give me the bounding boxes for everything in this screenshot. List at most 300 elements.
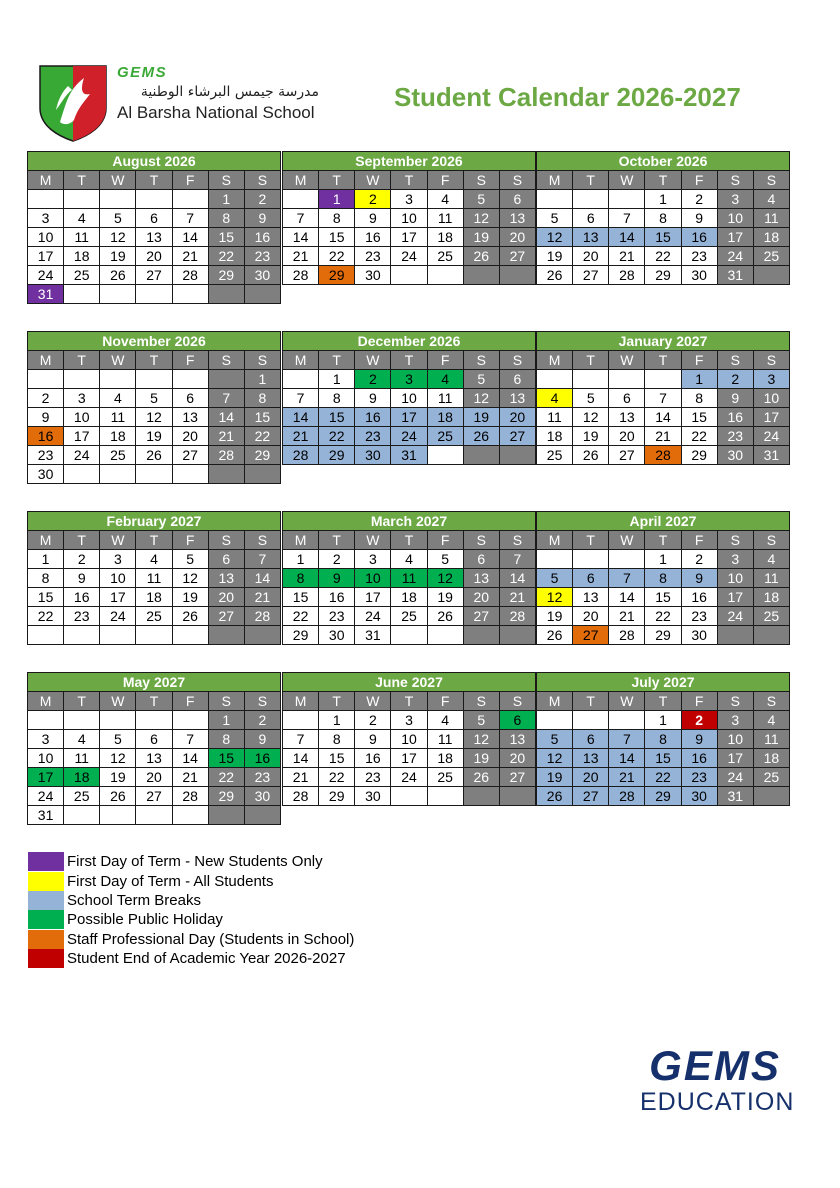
empty-cell (499, 787, 535, 806)
day-cell: 18 (64, 768, 100, 787)
day-cell: 9 (355, 730, 391, 749)
legend-label: First Day of Term - All Students (67, 872, 274, 890)
day-cell: 9 (355, 389, 391, 408)
weekday-header: T (391, 531, 427, 550)
day-cell: 21 (172, 768, 208, 787)
legend-item (28, 949, 354, 968)
day-cell: 22 (244, 427, 280, 446)
day-cell: 1 (319, 711, 355, 730)
weekday-header: S (208, 531, 244, 550)
day-cell: 29 (319, 446, 355, 465)
week-row (283, 588, 536, 607)
day-cell: 29 (319, 266, 355, 285)
empty-cell (172, 190, 208, 209)
day-cell: 16 (355, 228, 391, 247)
day-cell: 24 (355, 607, 391, 626)
month-row (27, 511, 790, 691)
day-cell: 7 (244, 550, 280, 569)
day-cell: 10 (355, 569, 391, 588)
empty-cell (283, 190, 319, 209)
day-cell: 19 (100, 768, 136, 787)
day-cell: 6 (136, 209, 172, 228)
day-cell: 24 (64, 446, 100, 465)
week-row (537, 266, 790, 285)
day-cell: 6 (172, 389, 208, 408)
day-cell: 7 (609, 730, 645, 749)
day-cell: 15 (319, 228, 355, 247)
empty-cell (244, 626, 280, 645)
empty-cell (28, 190, 64, 209)
week-row (283, 711, 536, 730)
day-cell: 23 (28, 446, 64, 465)
weekday-header: S (753, 351, 789, 370)
day-cell: 4 (136, 550, 172, 569)
week-row (283, 749, 536, 768)
gems-education-logo (640, 1042, 795, 1117)
day-cell: 20 (463, 588, 499, 607)
month-table (27, 672, 281, 825)
week-row (537, 626, 790, 645)
day-cell: 5 (463, 370, 499, 389)
day-cell: 1 (645, 190, 681, 209)
day-cell: 15 (681, 408, 717, 427)
day-cell: 10 (717, 569, 753, 588)
day-cell: 13 (609, 408, 645, 427)
week-row (28, 550, 281, 569)
week-row (283, 247, 536, 266)
week-row (28, 370, 281, 389)
empty-cell (573, 550, 609, 569)
empty-cell (244, 465, 280, 484)
empty-cell (136, 285, 172, 304)
day-cell: 24 (717, 768, 753, 787)
empty-cell (100, 285, 136, 304)
week-row (537, 711, 790, 730)
day-cell: 31 (753, 446, 789, 465)
day-cell: 16 (681, 588, 717, 607)
day-cell: 16 (355, 749, 391, 768)
weekday-header: T (64, 692, 100, 711)
day-cell: 13 (499, 209, 535, 228)
school-name-arabic: مدرسة جيمس البرشاء الوطنية (140, 84, 319, 100)
weekday-header: S (208, 692, 244, 711)
legend-swatch (28, 872, 64, 891)
day-cell: 15 (283, 588, 319, 607)
day-cell: 3 (391, 370, 427, 389)
day-cell: 15 (645, 749, 681, 768)
day-cell: 26 (537, 266, 573, 285)
week-row (28, 266, 281, 285)
empty-cell (645, 370, 681, 389)
week-row (537, 607, 790, 626)
day-cell: 21 (609, 247, 645, 266)
day-cell: 17 (391, 408, 427, 427)
day-cell: 4 (64, 730, 100, 749)
day-cell: 28 (208, 446, 244, 465)
day-cell: 23 (681, 247, 717, 266)
week-row (537, 190, 790, 209)
day-cell: 5 (136, 389, 172, 408)
weekday-header: S (244, 171, 280, 190)
empty-cell (136, 370, 172, 389)
day-cell: 19 (136, 427, 172, 446)
weekday-header: T (136, 692, 172, 711)
day-cell: 26 (537, 787, 573, 806)
day-cell: 13 (573, 588, 609, 607)
empty-cell (283, 711, 319, 730)
day-cell: 14 (609, 749, 645, 768)
day-cell: 10 (391, 389, 427, 408)
month-title: May 2027 (28, 673, 281, 692)
day-cell: 12 (463, 209, 499, 228)
weekday-header: F (681, 171, 717, 190)
week-row (283, 408, 536, 427)
day-cell: 27 (136, 787, 172, 806)
day-cell: 8 (319, 730, 355, 749)
day-cell: 2 (355, 370, 391, 389)
weekday-header: T (573, 171, 609, 190)
day-cell: 12 (136, 408, 172, 427)
day-cell: 28 (645, 446, 681, 465)
day-cell: 3 (717, 190, 753, 209)
day-cell: 26 (463, 427, 499, 446)
day-cell: 2 (681, 711, 717, 730)
day-cell: 31 (391, 446, 427, 465)
day-cell: 22 (208, 247, 244, 266)
day-cell: 25 (64, 266, 100, 285)
day-cell: 22 (645, 607, 681, 626)
day-cell: 12 (537, 749, 573, 768)
day-cell: 2 (64, 550, 100, 569)
day-cell: 4 (753, 190, 789, 209)
month-block (282, 672, 536, 806)
day-cell: 17 (28, 768, 64, 787)
day-cell: 31 (355, 626, 391, 645)
day-cell: 29 (645, 626, 681, 645)
day-cell: 24 (391, 768, 427, 787)
week-row (28, 768, 281, 787)
day-cell: 14 (609, 588, 645, 607)
weekday-header: S (717, 692, 753, 711)
day-cell: 11 (391, 569, 427, 588)
day-cell: 5 (537, 730, 573, 749)
day-cell: 26 (463, 247, 499, 266)
week-row (537, 569, 790, 588)
day-cell: 5 (537, 569, 573, 588)
day-cell: 14 (208, 408, 244, 427)
day-cell: 24 (28, 266, 64, 285)
weekday-header: M (283, 692, 319, 711)
week-row (537, 730, 790, 749)
day-cell: 7 (208, 389, 244, 408)
week-row (283, 427, 536, 446)
day-cell: 30 (717, 446, 753, 465)
page-header (0, 0, 840, 150)
day-cell: 18 (100, 427, 136, 446)
day-cell: 6 (499, 711, 535, 730)
day-cell: 8 (283, 569, 319, 588)
day-cell: 27 (499, 427, 535, 446)
weekday-header: W (100, 531, 136, 550)
day-cell: 31 (28, 806, 64, 825)
day-cell: 10 (717, 209, 753, 228)
day-cell: 21 (609, 768, 645, 787)
day-cell: 24 (717, 607, 753, 626)
day-cell: 30 (355, 446, 391, 465)
day-cell: 8 (645, 730, 681, 749)
day-cell: 27 (499, 768, 535, 787)
day-cell: 7 (283, 389, 319, 408)
week-row (28, 730, 281, 749)
day-cell: 19 (573, 427, 609, 446)
day-cell: 16 (681, 228, 717, 247)
empty-cell (391, 787, 427, 806)
day-cell: 18 (427, 749, 463, 768)
month-table (282, 151, 536, 285)
day-cell: 7 (172, 209, 208, 228)
legend-item (28, 930, 354, 949)
month-title: July 2027 (537, 673, 790, 692)
day-cell: 21 (283, 427, 319, 446)
day-cell: 5 (100, 209, 136, 228)
day-cell: 15 (28, 588, 64, 607)
day-cell: 12 (172, 569, 208, 588)
weekday-header: F (681, 531, 717, 550)
weekday-header: T (573, 692, 609, 711)
month-block (27, 672, 281, 825)
week-row (283, 787, 536, 806)
week-row (28, 749, 281, 768)
weekday-header: T (319, 171, 355, 190)
month-row (27, 331, 790, 511)
empty-cell (64, 190, 100, 209)
day-cell: 20 (208, 588, 244, 607)
week-row (537, 768, 790, 787)
week-row (28, 228, 281, 247)
month-table (536, 672, 790, 806)
day-cell: 14 (499, 569, 535, 588)
day-cell: 25 (100, 446, 136, 465)
day-cell: 19 (172, 588, 208, 607)
weekday-header: M (537, 692, 573, 711)
empty-cell (573, 711, 609, 730)
week-row (283, 266, 536, 285)
weekday-header: T (64, 351, 100, 370)
month-block (536, 331, 790, 465)
weekday-header: T (319, 351, 355, 370)
empty-cell (609, 190, 645, 209)
day-cell: 20 (499, 749, 535, 768)
week-row (283, 190, 536, 209)
day-cell: 3 (391, 190, 427, 209)
week-row (537, 427, 790, 446)
day-cell: 23 (681, 607, 717, 626)
day-cell: 1 (645, 711, 681, 730)
empty-cell (609, 370, 645, 389)
month-table (27, 511, 281, 645)
empty-cell (136, 626, 172, 645)
day-cell: 19 (463, 749, 499, 768)
day-cell: 31 (717, 266, 753, 285)
empty-cell (172, 370, 208, 389)
day-cell: 20 (136, 247, 172, 266)
day-cell: 19 (537, 768, 573, 787)
day-cell: 25 (753, 607, 789, 626)
day-cell: 20 (499, 408, 535, 427)
week-row (537, 247, 790, 266)
legend-swatch (28, 852, 64, 871)
day-cell: 6 (208, 550, 244, 569)
day-cell: 18 (391, 588, 427, 607)
day-cell: 23 (355, 247, 391, 266)
weekday-header: S (463, 171, 499, 190)
day-cell: 15 (319, 749, 355, 768)
empty-cell (609, 550, 645, 569)
day-cell: 18 (427, 228, 463, 247)
week-row (28, 247, 281, 266)
legend-label: First Day of Term - New Students Only (67, 853, 323, 871)
weekday-header: M (28, 171, 64, 190)
day-cell: 27 (208, 607, 244, 626)
day-cell: 29 (208, 266, 244, 285)
legend-item (28, 891, 354, 910)
empty-cell (391, 266, 427, 285)
day-cell: 5 (537, 209, 573, 228)
day-cell: 8 (208, 730, 244, 749)
month-table (282, 331, 536, 465)
day-cell: 8 (645, 569, 681, 588)
weekday-header: M (283, 531, 319, 550)
day-cell: 30 (681, 266, 717, 285)
week-row (537, 588, 790, 607)
day-cell: 17 (717, 749, 753, 768)
month-table (282, 672, 536, 806)
day-cell: 1 (283, 550, 319, 569)
day-cell: 26 (573, 446, 609, 465)
weekday-header: S (753, 531, 789, 550)
day-cell: 3 (355, 550, 391, 569)
day-cell: 7 (645, 389, 681, 408)
day-cell: 5 (463, 711, 499, 730)
day-cell: 1 (681, 370, 717, 389)
empty-cell (753, 266, 789, 285)
month-block (536, 672, 790, 806)
day-cell: 28 (609, 787, 645, 806)
day-cell: 24 (28, 787, 64, 806)
day-cell: 22 (681, 427, 717, 446)
day-cell: 23 (244, 247, 280, 266)
weekday-header: T (573, 531, 609, 550)
legend-swatch (28, 930, 64, 949)
week-row (28, 626, 281, 645)
day-cell: 28 (244, 607, 280, 626)
empty-cell (136, 190, 172, 209)
week-row (28, 465, 281, 484)
empty-cell (100, 465, 136, 484)
day-cell: 28 (172, 787, 208, 806)
empty-cell (172, 806, 208, 825)
legend-item (28, 852, 354, 871)
weekday-header: F (681, 692, 717, 711)
weekday-header: M (537, 351, 573, 370)
day-cell: 15 (645, 588, 681, 607)
day-cell: 18 (136, 588, 172, 607)
day-cell: 31 (28, 285, 64, 304)
weekday-header: F (172, 692, 208, 711)
weekday-header: S (499, 351, 535, 370)
week-row (537, 228, 790, 247)
day-cell: 22 (319, 768, 355, 787)
week-row (28, 285, 281, 304)
week-row (28, 607, 281, 626)
day-cell: 18 (753, 749, 789, 768)
day-cell: 29 (319, 787, 355, 806)
day-cell: 19 (100, 247, 136, 266)
weekday-header: W (100, 692, 136, 711)
gems-small-logo-text: GEMS (117, 64, 168, 81)
week-row (537, 370, 790, 389)
education-text: EDUCATION (640, 1088, 795, 1116)
month-row (27, 151, 790, 331)
weekday-header: T (391, 171, 427, 190)
day-cell: 2 (244, 711, 280, 730)
week-row (283, 607, 536, 626)
weekday-header: T (64, 171, 100, 190)
day-cell: 16 (244, 228, 280, 247)
week-row (28, 209, 281, 228)
day-cell: 25 (136, 607, 172, 626)
weekday-header: S (463, 351, 499, 370)
day-cell: 28 (283, 446, 319, 465)
week-row (28, 190, 281, 209)
day-cell: 19 (537, 607, 573, 626)
day-cell: 5 (172, 550, 208, 569)
day-cell: 28 (609, 626, 645, 645)
day-cell: 26 (427, 607, 463, 626)
weekday-header: M (283, 351, 319, 370)
day-cell: 28 (172, 266, 208, 285)
weekday-header: T (64, 531, 100, 550)
empty-cell (537, 370, 573, 389)
day-cell: 9 (28, 408, 64, 427)
legend-swatch (28, 910, 64, 929)
week-row (28, 806, 281, 825)
week-row (283, 389, 536, 408)
day-cell: 11 (427, 389, 463, 408)
day-cell: 4 (753, 711, 789, 730)
day-cell: 11 (537, 408, 573, 427)
weekday-header: W (355, 692, 391, 711)
empty-cell (100, 626, 136, 645)
weekday-header: W (609, 531, 645, 550)
day-cell: 18 (427, 408, 463, 427)
empty-cell (427, 446, 463, 465)
day-cell: 9 (319, 569, 355, 588)
day-cell: 16 (717, 408, 753, 427)
day-cell: 4 (427, 711, 463, 730)
week-row (537, 550, 790, 569)
week-row (28, 427, 281, 446)
day-cell: 22 (28, 607, 64, 626)
day-cell: 10 (100, 569, 136, 588)
day-cell: 23 (355, 427, 391, 446)
day-cell: 4 (64, 209, 100, 228)
month-table (536, 511, 790, 645)
school-name: Al Barsha National School (117, 103, 315, 122)
day-cell: 17 (753, 408, 789, 427)
day-cell: 15 (208, 749, 244, 768)
empty-cell (463, 266, 499, 285)
